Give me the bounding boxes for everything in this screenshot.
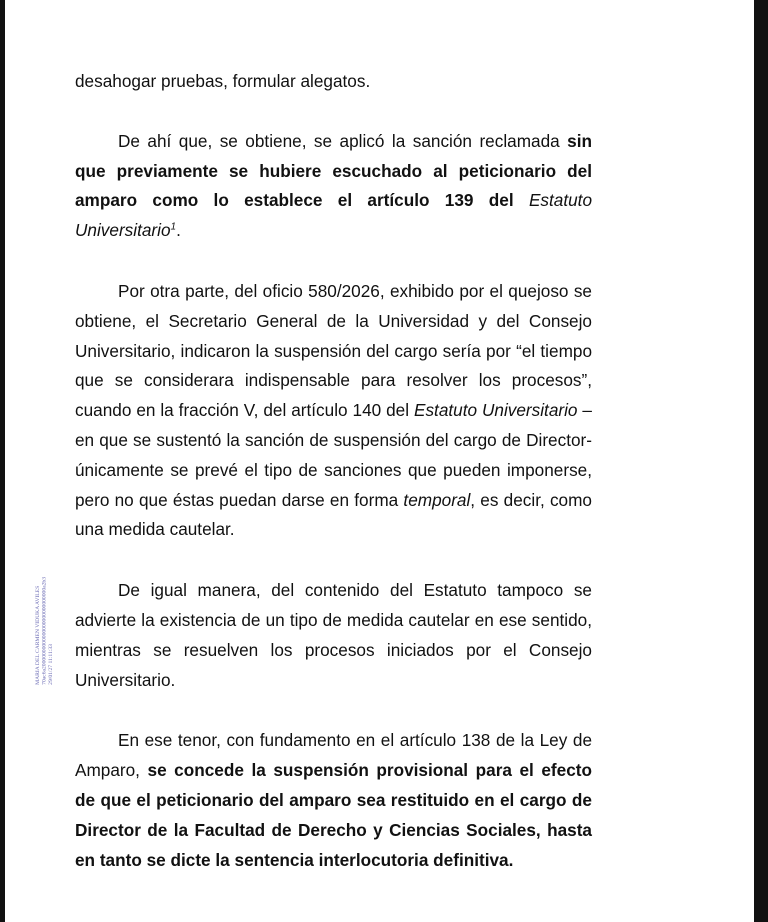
text-run: , es decir, como una medida cautelar.: [75, 489, 592, 540]
paragraph-gap: [75, 695, 592, 726]
text-run: De ahí que, se obtiene, se aplicó la sanción reclamada: [118, 130, 568, 151]
bold-text-run: se concede la suspensión provisional para el efecto de que el peticionario del amparo sea restituido en el cargo de Director de la Facultad de Derecho y Ciencias Sociales, hasta en tanto se dicte la sentencia interlocutoria definitiva.: [75, 760, 592, 870]
paragraph-gap: [75, 97, 592, 127]
text-run: En ese tenor, con fundamento en el artículo 138 de la Ley de Amparo,: [75, 730, 592, 781]
text-run: desahogar pruebas, formular alegatos.: [75, 71, 371, 91]
text-run: Por otra parte, del oficio 580/2026, exhibido por el quejoso se obtiene, el Secretario General de la Universidad y del Consejo Universitario, indicaron la suspensión del cargo sería por “el tiempo que se considerara indispensable para resolver los procesos”, cuando en la fracción V, del artículo 140 del: [75, 280, 592, 421]
electronic-signature-stamp: [35, 577, 54, 685]
signature-signer-name: MARIA DEL CARMEN VIDUKA AVILES: [35, 585, 41, 685]
signature-hash: 70ac6a20000000000000000000000000000a2b3: [41, 577, 48, 685]
text-run: [514, 190, 529, 210]
text-run: De igual manera, del contenido del Estatuto tampoco se advierte la existencia de un tipo de medida cautelar en ese sentido, mientras se resuelven los procesos iniciados por el Consejo Universitario.: [75, 580, 592, 690]
paragraph-estatuto: [75, 576, 592, 695]
document-body: [75, 67, 592, 875]
paragraph-gap: [75, 545, 592, 576]
bold-text-run: sin que previamente se hubiere escuchado al peticionario del amparo como lo establece el artículo 139 del: [75, 130, 592, 211]
document-page: [5, 0, 754, 922]
text-run: .: [176, 220, 181, 241]
paragraph-continuation: [75, 67, 592, 97]
italic-text-run: temporal: [403, 489, 471, 510]
italic-text-run: Estatuto Universitario: [75, 190, 592, 241]
paragraph-gap: [75, 246, 592, 277]
paragraph-sanction: [75, 127, 592, 246]
signature-timestamp: 29/01/27 11:11:33: [47, 644, 54, 685]
paragraph-resolution: [75, 726, 592, 875]
text-run: –en que se sustentó la sanción de suspensión del cargo de Director- únicamente se prevé el tipo de sanciones que pueden imponerse, pero no que éstas puedan darse en forma: [75, 400, 592, 510]
footnote-marker: 1: [170, 221, 177, 233]
paragraph-oficio: [75, 277, 592, 545]
italic-text-run: Estatuto Universitario: [413, 400, 578, 421]
